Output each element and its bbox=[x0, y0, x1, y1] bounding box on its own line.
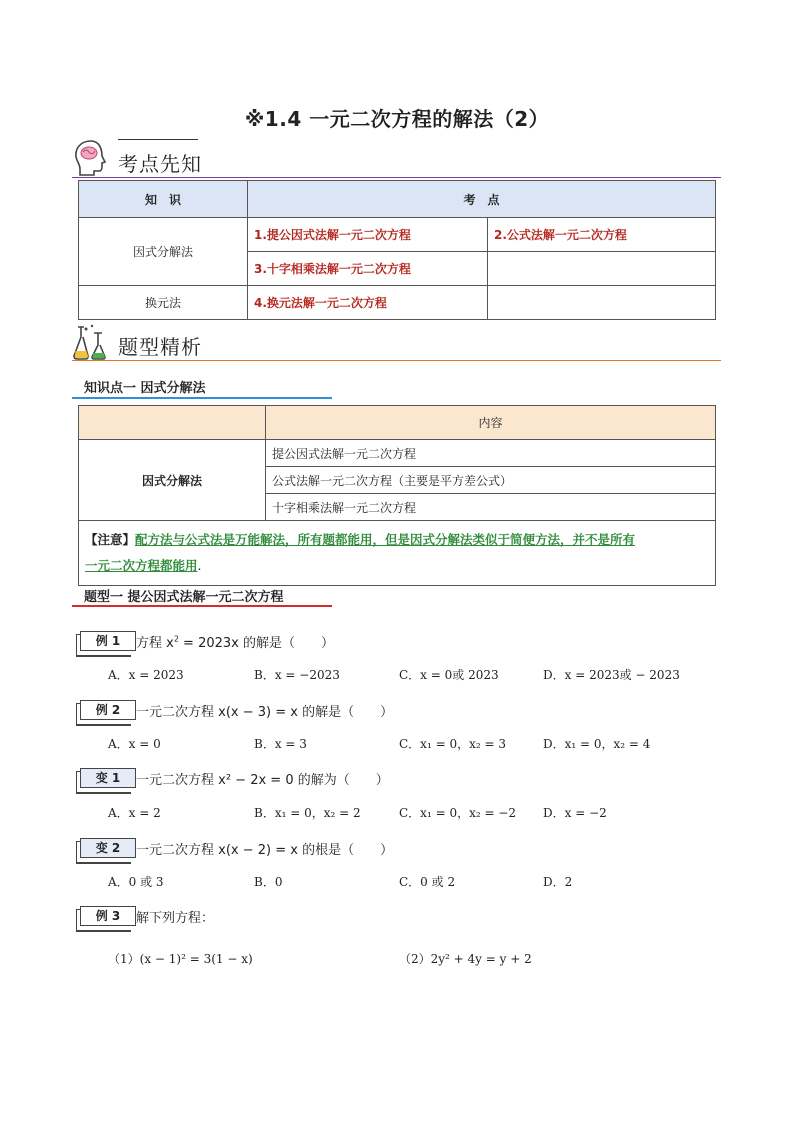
row-label-substitution: 换元法 bbox=[79, 286, 248, 320]
sub-question-2: （2）2y² + 4y = y + 2 bbox=[399, 952, 532, 966]
content-item: 提公因式法解一元二次方程 bbox=[266, 440, 716, 467]
flask-icon bbox=[72, 323, 110, 361]
section-title: 考点先知 bbox=[118, 151, 202, 176]
example-tag: 例 1 bbox=[80, 630, 136, 651]
type-heading: 题型一 提公因式法解一元二次方程 bbox=[84, 590, 284, 605]
option-a: A．0 或 3 bbox=[108, 875, 164, 889]
question-stem: 解下列方程： bbox=[136, 911, 215, 926]
content-item: 公式法解一元二次方程（主要是平方差公式） bbox=[266, 467, 716, 494]
question-stem: 一元二次方程 x² − 2x = 0 的解为（ ） bbox=[136, 773, 389, 788]
section-title: 题型精析 bbox=[118, 334, 202, 359]
page-title: ※1.4 一元二次方程的解法（2） bbox=[244, 107, 550, 131]
content-table bbox=[78, 405, 716, 586]
option-b: B．x₁ = 0，x₂ = 2 bbox=[254, 806, 361, 820]
note-prefix: 【注意】 bbox=[85, 532, 136, 547]
content-item: 十字相乘法解一元二次方程 bbox=[266, 494, 716, 521]
table-header-points: 考 点 bbox=[248, 181, 716, 218]
point-item: 1.提公因式法解一元二次方程 bbox=[248, 218, 488, 252]
section-heading-kaodian bbox=[72, 138, 202, 178]
option-a: A．x = 2 bbox=[108, 806, 161, 820]
knowledge-table bbox=[78, 180, 716, 320]
question-stem: 方程 $x^2 = 2023x$ 的解是（ ） bbox=[136, 634, 334, 651]
option-c: C．x₁ = 0，x₂ = 3 bbox=[399, 737, 506, 751]
option-b: B．x = −2023 bbox=[254, 668, 340, 682]
table-header-empty bbox=[79, 406, 266, 440]
option-d: D．x = −2 bbox=[543, 806, 607, 820]
section-rule-orange bbox=[72, 360, 721, 361]
variant-tag: 变 1 bbox=[80, 767, 136, 788]
option-d: D．2 bbox=[543, 875, 573, 889]
option-d: D．x₁ = 0，x₂ = 4 bbox=[543, 737, 651, 751]
note-line-2: 一元二次方程都能用 bbox=[85, 558, 198, 573]
row-label-factoring: 因式分解法 bbox=[79, 218, 248, 286]
section-rule-purple bbox=[72, 177, 721, 178]
row-label-factoring: 因式分解法 bbox=[79, 440, 266, 521]
variant-tag: 变 2 bbox=[80, 837, 136, 858]
knowledge-point-heading: 知识点一 因式分解法 bbox=[84, 381, 206, 396]
option-c: C．x₁ = 0，x₂ = −2 bbox=[399, 806, 517, 820]
option-a: A．x = 0 bbox=[108, 737, 161, 751]
empty-cell bbox=[488, 252, 716, 286]
option-a: A．x = 2023 bbox=[108, 668, 184, 682]
brain-icon bbox=[72, 138, 110, 178]
option-c: C．x = 0或 2023 bbox=[399, 668, 499, 682]
table-header-knowledge: 知 识 bbox=[79, 181, 248, 218]
table-header-content: 内容 bbox=[266, 406, 716, 440]
note-cell: 【注意】配方法与公式法是万能解法，所有题都能用，但是因式分解法类似于简便方法，并不是所有 一元二次方程都能用. bbox=[79, 521, 716, 586]
point-item: 2.公式法解一元二次方程 bbox=[488, 218, 716, 252]
question-stem: 一元二次方程 x(x − 2) = x 的根是（ ） bbox=[136, 843, 394, 858]
example-tag: 例 2 bbox=[80, 699, 136, 720]
point-item: 4.换元法解一元二次方程 bbox=[248, 286, 488, 320]
option-b: B．x = 3 bbox=[254, 737, 307, 751]
empty-cell bbox=[488, 286, 716, 320]
example-tag: 例 3 bbox=[80, 905, 136, 926]
section-heading-tixing bbox=[72, 323, 202, 361]
option-b: B．0 bbox=[254, 875, 283, 889]
option-c: C．0 或 2 bbox=[399, 875, 456, 889]
type-underline-red bbox=[72, 605, 332, 607]
option-d: D．x = 2023或 − 2023 bbox=[543, 668, 680, 682]
kp-underline-blue bbox=[72, 397, 332, 399]
point-item: 3.十字相乘法解一元二次方程 bbox=[248, 252, 488, 286]
sub-question-1: （1）(x − 1)² = 3(1 − x) bbox=[108, 952, 253, 966]
note-line-1: 配方法与公式法是万能解法，所有题都能用，但是因式分解法类似于简便方法，并不是所有 bbox=[135, 532, 636, 547]
question-stem: 一元二次方程 x(x − 3) = x 的解是（ ） bbox=[136, 705, 394, 720]
